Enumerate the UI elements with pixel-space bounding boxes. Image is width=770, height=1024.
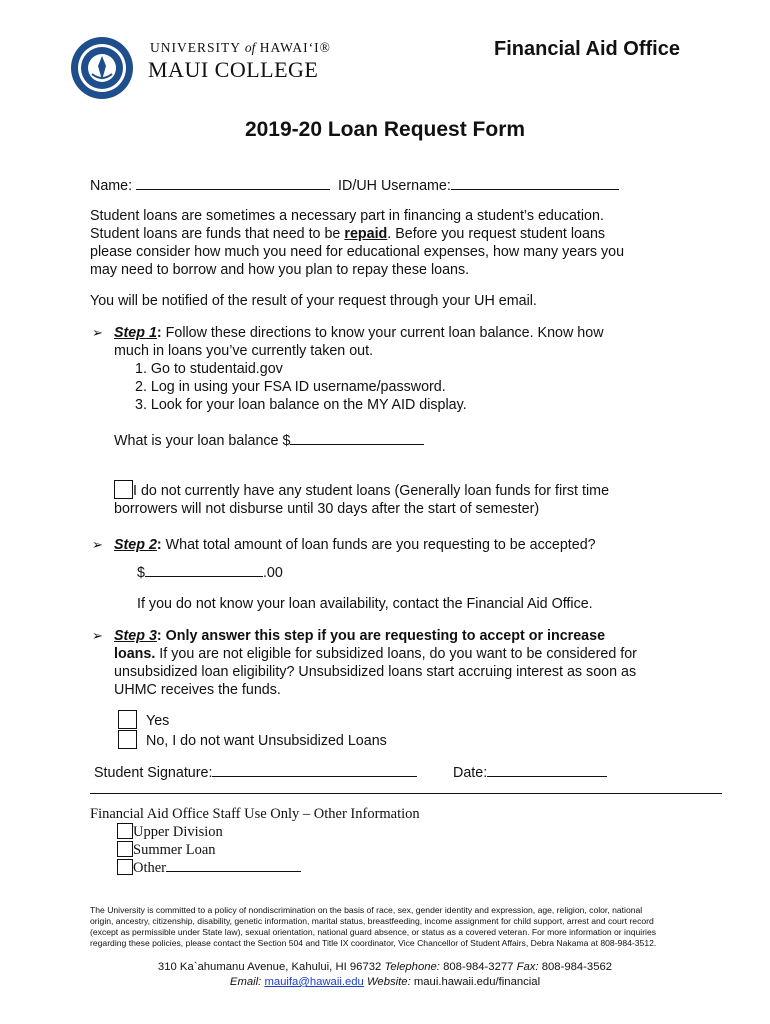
divider (90, 793, 722, 794)
intro-paragraph: Student loans are sometimes a necessary part in financing a student’s education. Student loans are funds that need to be repaid. Before you request student loans please consider how much you need for educational expenses, how many years you may need to borrow and how you plan to repay these loans. (90, 208, 625, 278)
signature-row: Student Signature: (94, 762, 417, 782)
date-row: Date: (453, 762, 607, 782)
no-loans-row: I do not currently have any student loans (Generally loan funds for first time borrowers will not disburse until 30 days after the start of semester) (114, 480, 609, 518)
arrow-bullet-icon: ➢ (92, 325, 103, 340)
staff-heading: Financial Aid Office Staff Use Only – Other Information (90, 806, 420, 822)
summer-loan-checkbox[interactable] (117, 841, 133, 857)
university-seal-logo (70, 36, 134, 100)
balance-field[interactable] (290, 430, 424, 445)
notify-text: You will be notified of the result of your request through your UH email. (90, 293, 537, 309)
name-field[interactable] (136, 175, 330, 190)
staff-section: Financial Aid Office Staff Use Only – Other Information Upper Division Summer Loan Other (90, 806, 420, 876)
list-item: 1. Go to studentaid.gov (135, 361, 283, 377)
step2-section: Step 2: What total amount of loan funds are you requesting to be accepted? (114, 537, 596, 553)
amount-field[interactable] (145, 562, 263, 577)
upper-division-checkbox[interactable] (117, 823, 133, 839)
email-link[interactable]: mauifa@hawaii.edu (264, 976, 364, 988)
arrow-bullet-icon: ➢ (92, 537, 103, 552)
arrow-bullet-icon: ➢ (92, 628, 103, 643)
signature-field[interactable] (212, 762, 417, 777)
no-checkbox[interactable] (118, 730, 137, 749)
balance-row: What is your loan balance $ (114, 430, 424, 450)
name-label: Name: (90, 178, 133, 194)
step3-section: Step 3: Only answer this step if you are requesting to accept or increase loans. If you are not eligible for subsidized loans, do you want to be considered for unsubsidized loan eligibility? Unsubsidized loans start accruing interest as soon as UHMC receives the funds. (114, 628, 637, 698)
college-name: MAUI COLLEGE (148, 57, 319, 82)
university-name: UNIVERSITY of HAWAI‘I® (150, 40, 331, 55)
step1-section: Step 1: Follow these directions to know your current loan balance. Know how much in loans you’ve currently taken out. (114, 325, 604, 359)
list-item: 2. Log in using your FSA ID username/password. (135, 379, 446, 395)
availability-note: If you do not know your loan availability, contact the Financial Aid Office. (137, 596, 593, 612)
step1-list (135, 360, 467, 414)
office-title: Financial Aid Office (494, 38, 680, 60)
contact-footer: 310 Ka`ahumanu Avenue, Kahului, HI 96732 Telephone: 808-984-3277 Fax: 808-984-3562 Email: mauifa@hawaii.edu Website: maui.hawaii.edu/financial (157, 961, 613, 988)
amount-row: $ .00 (137, 562, 283, 582)
other-checkbox[interactable] (117, 859, 133, 875)
nondiscrimination-statement: The University is committed to a policy of nondiscrimination on the basis of race, sex, gender identity and expression, age, religion, color, national origin, ancestry, citizenship, disability, genetic information, marital status, breastfeeding, income assignment for child support, arrest and court record (except as permissible under State law), sexual orientation, national guard absence, or status as a covered veteran. For more information or inquiries regarding these policies, please contact the Section 504 and Title IX coordinator, Vice Chancellor of Student Affairs, Debra Nakama at 808-984-3512. (90, 905, 657, 948)
page-title: 2019-20 Loan Request Form (244, 118, 526, 141)
no-loans-checkbox[interactable] (114, 480, 133, 499)
date-field[interactable] (487, 762, 607, 777)
list-item: 3. Look for your loan balance on the MY AID display. (135, 397, 467, 413)
id-field[interactable] (451, 175, 619, 190)
unsub-options: Yes No, I do not want Unsubsidized Loans (118, 710, 387, 750)
yes-checkbox[interactable] (118, 710, 137, 729)
other-field[interactable] (166, 859, 301, 872)
name-id-row (90, 175, 619, 195)
id-label: ID/UH Username: (338, 178, 451, 194)
